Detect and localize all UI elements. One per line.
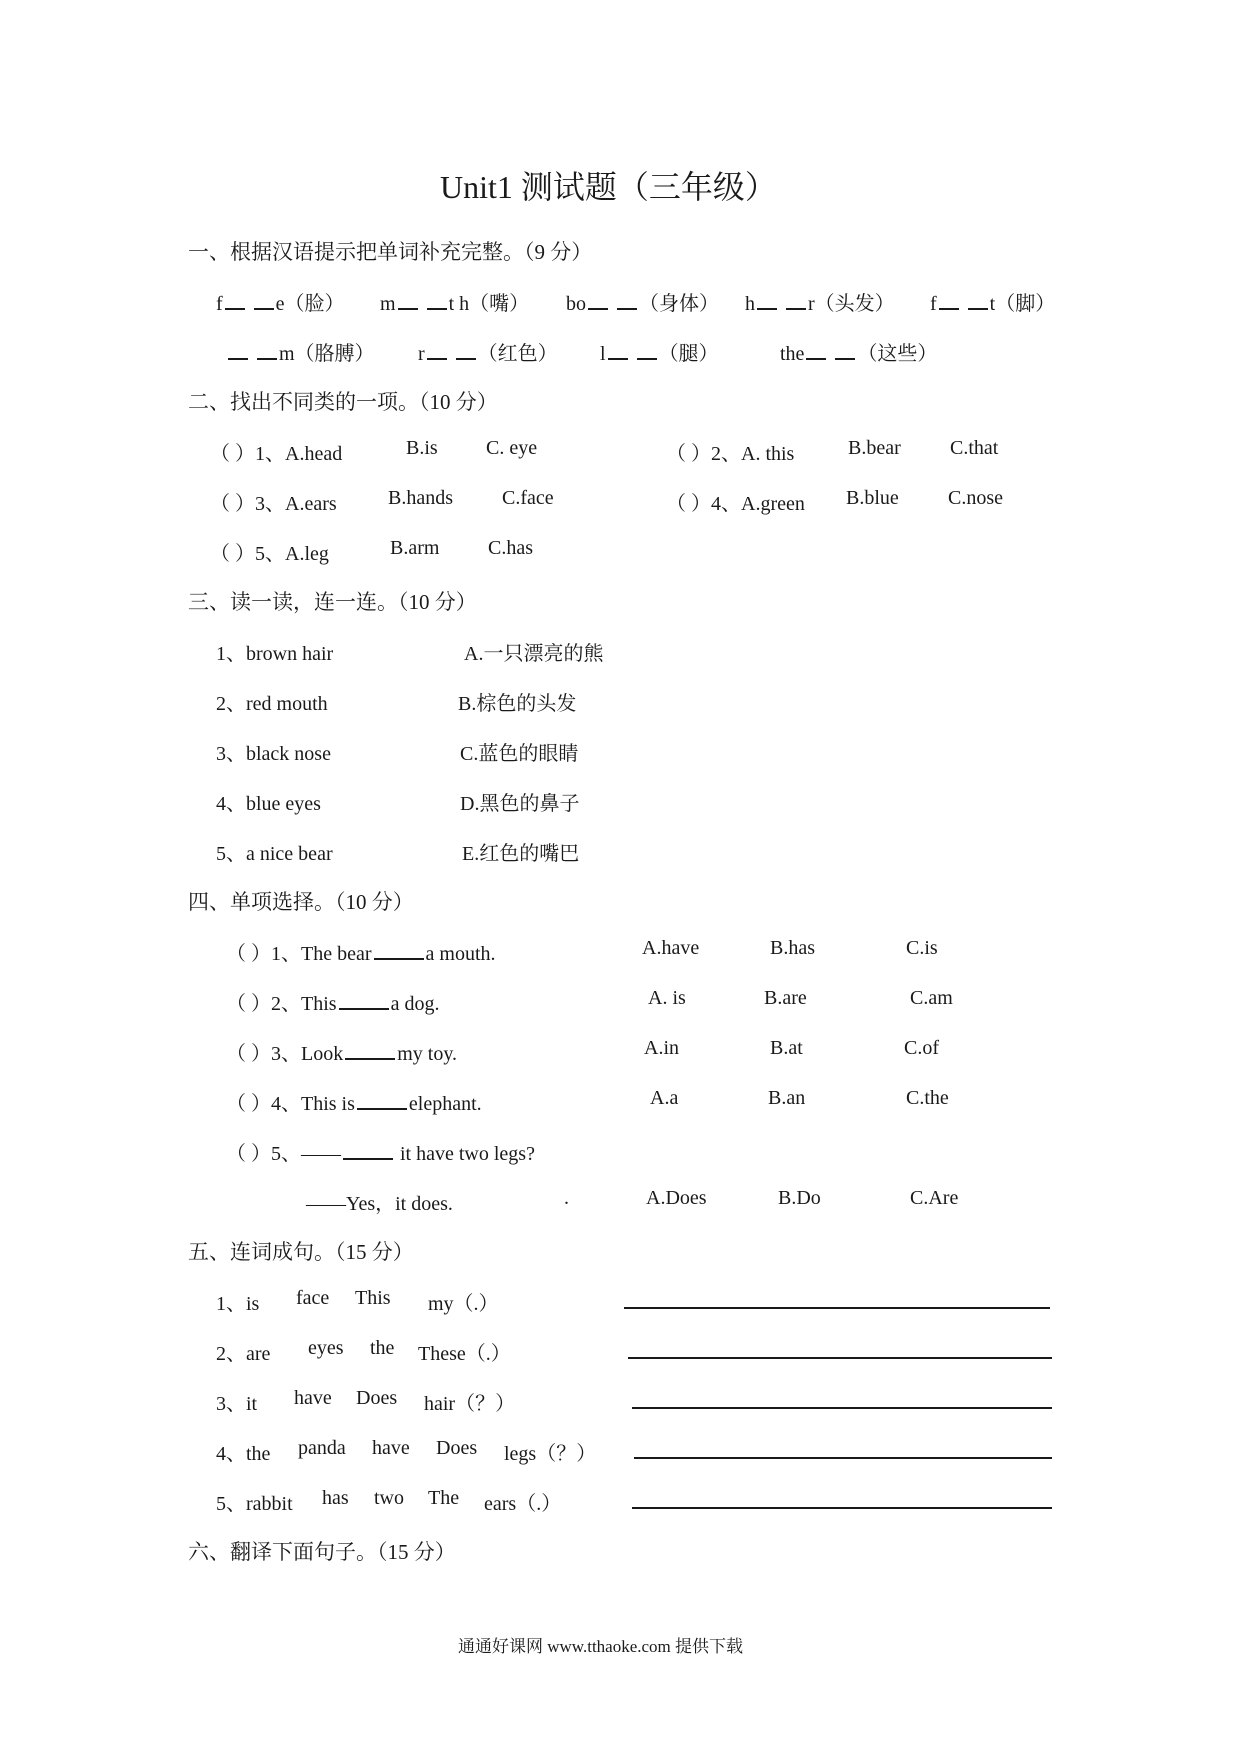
word-5: ears（.） (484, 1493, 562, 1515)
word-1: 1、is (216, 1293, 260, 1315)
blank-underline (427, 292, 447, 310)
fill-word-4 (745, 287, 895, 316)
option-c: C.of (904, 1037, 939, 1059)
match-left-item: 1、brown hair (216, 643, 334, 665)
fill-word-7 (418, 337, 558, 366)
section-6-heading: 六、翻译下面句子。（15 分） (188, 1540, 456, 1564)
word-2: eyes (308, 1337, 344, 1359)
question-stem-end: a mouth. (425, 943, 496, 965)
choice-question (226, 1037, 457, 1066)
word-4: The (428, 1487, 460, 1509)
blank-underline (806, 342, 826, 360)
word-1: 2、are (216, 1343, 271, 1365)
option-a: A.Does (646, 1187, 707, 1209)
question-number: （ ）4、A.green (666, 493, 805, 515)
word-2: panda (298, 1437, 346, 1459)
word-1: 3、it (216, 1393, 258, 1415)
blank-underline (588, 292, 608, 310)
choice-question (226, 1087, 482, 1116)
match-left-item: 2、red mouth (216, 693, 328, 715)
match-left-item: 5、a nice bear (216, 843, 333, 865)
footer-credit: 通通好课网 www.tthaoke.com 提供下载 (458, 1637, 744, 1656)
blank-underline (427, 342, 447, 360)
option-c: C.Are (910, 1187, 959, 1209)
question-stem-end: a dog. (390, 993, 440, 1015)
word-3: the (370, 1337, 395, 1359)
word-2: face (296, 1287, 330, 1309)
question-number: （ ）3、A.ears (210, 493, 337, 515)
fill-word-1 (216, 287, 345, 316)
question-stem-end: my toy. (397, 1043, 458, 1065)
match-right-item: E.红色的嘴巴 (462, 843, 580, 865)
fill-word-prefix: the (780, 343, 805, 365)
fill-word-suffix: （这些） (857, 343, 938, 365)
answer-dot: . (564, 1187, 569, 1209)
word-4: my（.） (428, 1293, 499, 1315)
section-4-heading: 四、单项选择。（10 分） (188, 890, 414, 914)
match-right-item: A.一只漂亮的熊 (464, 643, 604, 665)
blank-underline (345, 1042, 395, 1060)
answer-underline[interactable] (634, 1457, 1052, 1459)
word-1: 4、the (216, 1443, 271, 1465)
blank-underline (939, 292, 959, 310)
option-c: C. eye (486, 437, 538, 459)
option-c: C.am (910, 987, 953, 1009)
fill-word-suffix: t h（嘴） (448, 293, 530, 315)
fill-word-prefix: h (745, 293, 755, 315)
question-number: （ ）5、A.leg (210, 543, 329, 565)
section-1-heading: 一、根据汉语提示把单词补充完整。（9 分） (188, 240, 593, 264)
answer-line: ——Yes，it does. (306, 1193, 453, 1215)
option-c: C.nose (948, 487, 1003, 509)
question-stem-end: elephant. (408, 1093, 482, 1115)
blank-underline (254, 292, 274, 310)
option-b: B.an (768, 1087, 806, 1109)
fill-word-6 (226, 337, 375, 366)
fill-word-2 (380, 287, 529, 316)
blank-underline (343, 1142, 393, 1160)
answer-underline[interactable] (628, 1357, 1052, 1359)
option-c: C.the (906, 1087, 949, 1109)
word-4: These（.） (418, 1343, 511, 1365)
blank-underline (456, 342, 476, 360)
blank-underline (608, 342, 628, 360)
word-4: Does (436, 1437, 478, 1459)
question-stem: （ ）3、Look (226, 1043, 344, 1065)
fill-word-prefix: f (930, 293, 937, 315)
blank-underline (339, 992, 389, 1010)
blank-underline (637, 342, 657, 360)
option-b: B.bear (848, 437, 901, 459)
word-3: two (374, 1487, 404, 1509)
blank-underline (225, 292, 245, 310)
fill-word-suffix: t（脚） (989, 293, 1056, 315)
word-3: This (355, 1287, 391, 1309)
blank-underline (257, 342, 277, 360)
answer-underline[interactable] (632, 1507, 1052, 1509)
choice-question (226, 987, 439, 1016)
option-b: B.at (770, 1037, 803, 1059)
option-c: C.is (906, 937, 938, 959)
answer-underline[interactable] (632, 1407, 1052, 1409)
match-right-item: B.棕色的头发 (458, 693, 577, 715)
word-4: hair（？） (424, 1393, 516, 1415)
question-stem: （ ）2、This (226, 993, 337, 1015)
option-b: B.hands (388, 487, 453, 509)
match-right-item: C.蓝色的眼睛 (460, 743, 579, 765)
blank-underline (228, 342, 248, 360)
question-stem-end: it have two legs? (395, 1143, 535, 1165)
word-1: 5、rabbit (216, 1493, 293, 1515)
fill-word-prefix: bo (566, 293, 586, 315)
question-stem: （ ）1、The bear (226, 943, 372, 965)
blank-underline (757, 292, 777, 310)
word-2: has (322, 1487, 349, 1509)
option-b: B.arm (390, 537, 440, 559)
fill-word-8 (600, 337, 719, 366)
question-stem: （ ）4、This is (226, 1093, 355, 1115)
question-number: （ ）2、A. this (666, 443, 795, 465)
word-5: legs（？） (504, 1443, 597, 1465)
fill-word-suffix: （红色） (477, 343, 558, 365)
option-b: B.blue (846, 487, 899, 509)
fill-word-suffix: e（脸） (275, 293, 345, 315)
blank-underline (968, 292, 988, 310)
fill-word-suffix: r（头发） (808, 293, 895, 315)
option-a: A.a (650, 1087, 679, 1109)
match-right-item: D.黑色的鼻子 (460, 793, 580, 815)
section-5-heading: 五、连词成句。（15 分） (188, 1240, 414, 1264)
blank-underline (374, 942, 424, 960)
word-2: have (294, 1387, 332, 1409)
match-left-item: 4、blue eyes (216, 793, 321, 815)
question-stem: （ ）5、—— (226, 1143, 341, 1165)
question-number: （ ）1、A.head (210, 443, 343, 465)
choice-question (226, 1137, 535, 1166)
option-c: C.that (950, 437, 999, 459)
fill-word-5 (930, 287, 1055, 316)
fill-word-suffix: （身体） (639, 293, 719, 315)
option-a: A.have (642, 937, 700, 959)
option-a: A. is (648, 987, 686, 1009)
word-3: have (372, 1437, 410, 1459)
blank-underline (786, 292, 806, 310)
page-title: Unit1 测试题（三年级） (440, 169, 777, 205)
section-3-heading: 三、读一读，连一连。（10 分） (188, 590, 477, 614)
choice-question (226, 937, 496, 966)
fill-word-prefix: r (418, 343, 425, 365)
word-3: Does (356, 1387, 398, 1409)
fill-word-3 (566, 287, 719, 316)
blank-underline (617, 292, 637, 310)
option-a: A.in (644, 1037, 679, 1059)
option-c: C.face (502, 487, 554, 509)
answer-underline[interactable] (624, 1307, 1050, 1309)
fill-word-9 (780, 337, 937, 366)
match-left-item: 3、black nose (216, 743, 331, 765)
section-2-heading: 二、找出不同类的一项。（10 分） (188, 390, 498, 414)
blank-underline (835, 342, 855, 360)
fill-word-suffix: （腿） (658, 343, 719, 365)
blank-underline (398, 292, 418, 310)
option-c: C.has (488, 537, 533, 559)
blank-underline (357, 1092, 407, 1110)
option-b: B.are (764, 987, 807, 1009)
fill-word-suffix: m（胳膊） (279, 343, 375, 365)
option-b: B.has (770, 937, 815, 959)
option-b: B.Do (778, 1187, 821, 1209)
option-b: B.is (406, 437, 438, 459)
fill-word-prefix: m (380, 293, 396, 315)
fill-word-prefix: l (600, 343, 606, 365)
fill-word-prefix: f (216, 293, 223, 315)
